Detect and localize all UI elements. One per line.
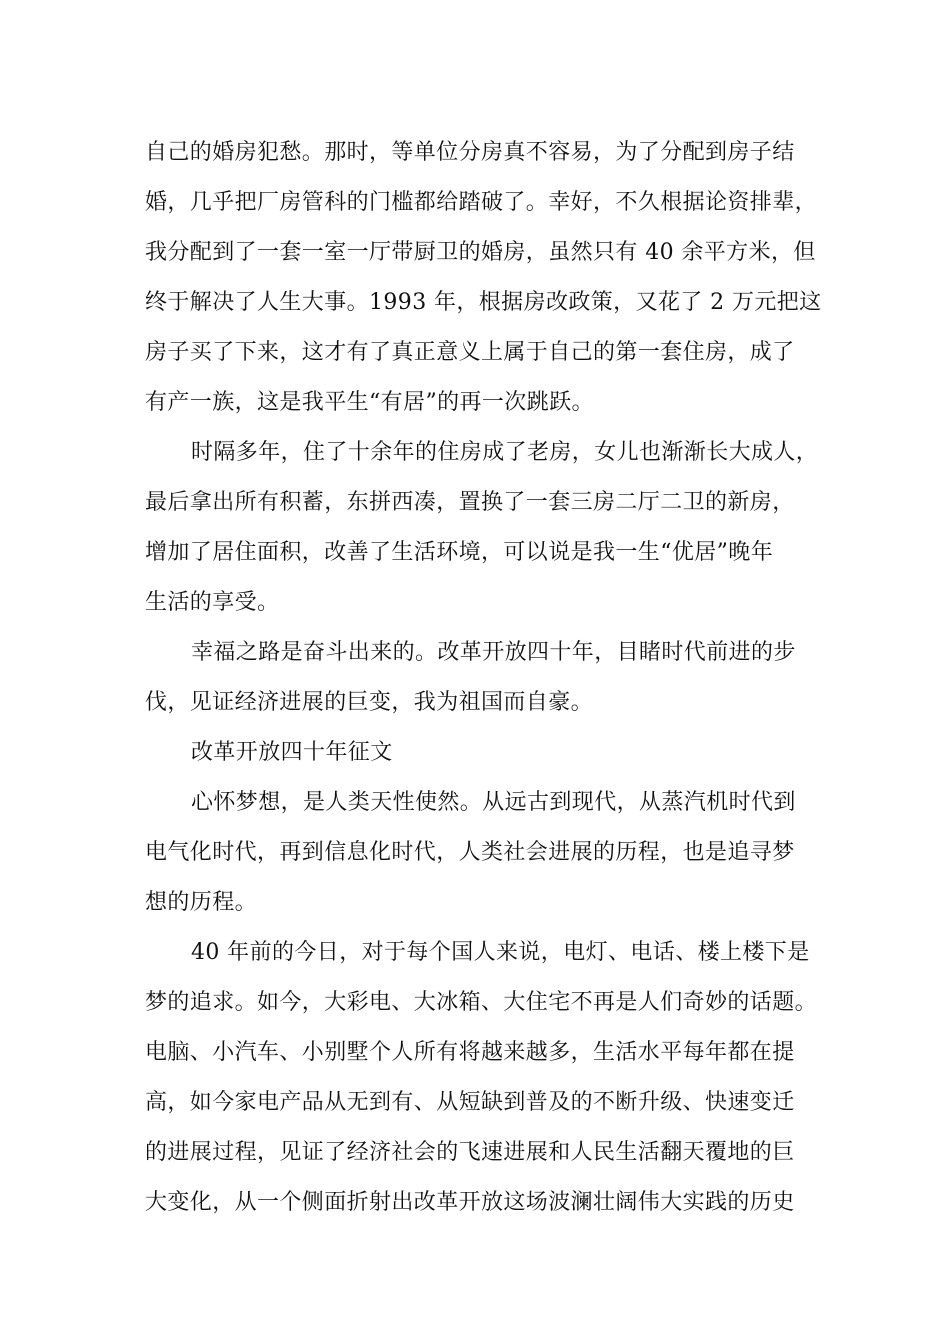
text-line: 大变化，从一个侧面折射出改革开放这场波澜壮阔伟大实践的历史 [145,1190,795,1215]
paragraph-first-line: 幸福之路是奋斗出来的。改革开放四十年，目睹时代前进的步 [191,640,796,665]
paragraph-first-line: 40 年前的今日，对于每个国人来说，电灯、电话、楼上楼下是 [191,940,810,965]
text-line: 终于解决了人生大事。1993 年，根据房改政策，又花了 2 万元把这 [145,290,822,315]
text-line: 伐，见证经济进展的巨变，我为祖国而自豪。 [145,690,594,715]
text-line: 电气化时代，再到信息化时代，人类社会进展的历程，也是追寻梦 [145,840,795,865]
text-line: 的进展过程，见证了经济社会的飞速进展和人民生活翻天覆地的巨 [145,1140,795,1165]
text-line: 高，如今家电产品从无到有、从短缺到普及的不断升级、快速变迁 [145,1090,795,1115]
text-line: 生活的享受。 [145,590,280,615]
paragraph-first-line: 时隔多年，住了十余年的住房成了老房，女儿也渐渐长大成人， [191,440,819,465]
text-line: 电脑、小汽车、小别墅个人所有将越来越多，生活水平每年都在提 [145,1040,795,1065]
text-line: 房子买了下来，这才有了真正意义上属于自己的第一套住房，成了 [145,340,795,365]
text-line: 有产一族，这是我平生“有居”的再一次跳跃。 [145,390,594,415]
text-line: 梦的追求。如今，大彩电、大冰箱、大住宅不再是人们奇妙的话题。 [145,990,818,1015]
text-line: 最后拿出所有积蓄，东拼西凑，置换了一套三房二厅二卫的新房， [145,490,795,515]
paragraph-first-line: 心怀梦想，是人类天性使然。从远古到现代，从蒸汽机时代到 [191,790,796,815]
text-line: 想的历程。 [145,890,258,915]
text-line: 婚，几乎把厂房管科的门槛都给踏破了。幸好，不久根据论资排辈， [145,190,818,215]
text-line: 增加了居住面积，改善了生活环境，可以说是我一生“优居”晚年 [145,540,774,565]
text-line: 自己的婚房犯愁。那时，等单位分房真不容易，为了分配到房子结 [145,140,795,165]
text-line: 我分配到了一套一室一厅带厨卫的婚房，虽然只有 40 余平方米，但 [145,240,816,265]
section-heading: 改革开放四十年征文 [191,740,393,765]
